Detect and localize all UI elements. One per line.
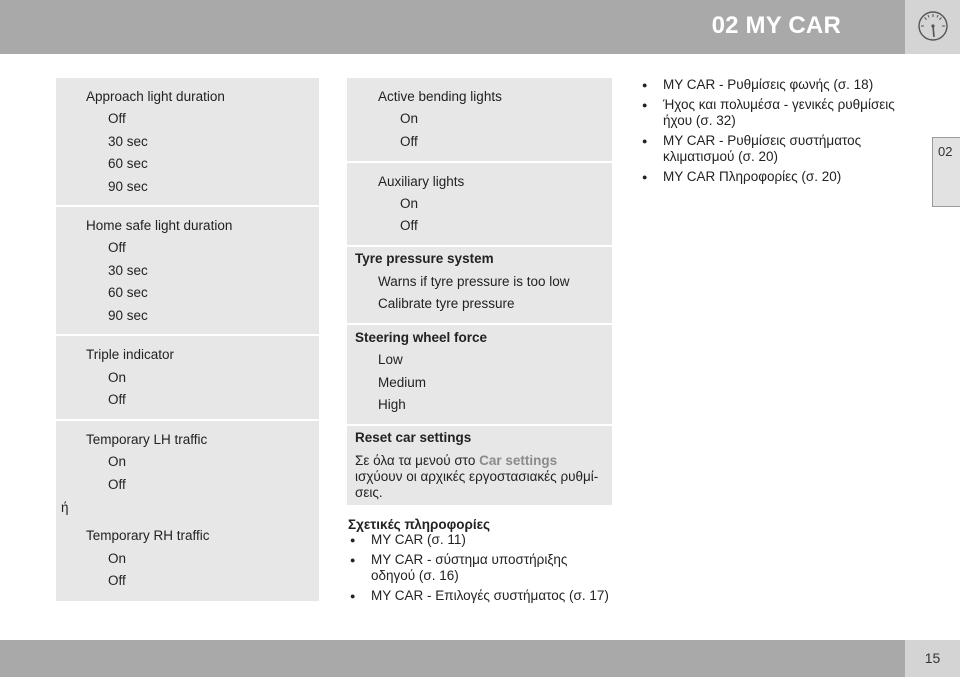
steering-option: High <box>378 397 406 412</box>
home-safe-option: Off <box>108 240 126 255</box>
page-number-box <box>905 640 960 677</box>
temp-lh-label: Temporary LH traffic <box>86 432 208 447</box>
related-link[interactable]: ● MY CAR - Επιλογές συστήματος (σ. 17) <box>347 588 615 604</box>
active-bending-option: On <box>400 111 419 126</box>
divider <box>56 205 319 207</box>
triple-indicator-label: Triple indicator <box>86 347 175 362</box>
related-link[interactable]: ● MY CAR - Ρυθμίσεις συστήματος κλιματισμού (σ. 20) <box>639 133 901 165</box>
side-tab-label: 02 <box>938 144 953 159</box>
auxiliary-option: On <box>400 196 419 211</box>
related-link[interactable]: ● MY CAR Πληροφορίες (σ. 20) <box>639 169 901 185</box>
divider <box>56 419 319 421</box>
page-number: 15 <box>924 650 941 666</box>
chapter-title: 02 MY CAR <box>711 12 841 39</box>
temp-lh-option: Off <box>108 477 126 492</box>
chapter-icon-box <box>905 0 960 54</box>
footer-bar <box>0 640 905 677</box>
steering-option: Medium <box>378 375 427 390</box>
related-info-title: Σχετικές πληροφορίες <box>348 517 491 532</box>
steering-force-title: Steering wheel force <box>355 330 488 345</box>
approach-option: 60 sec <box>108 156 148 171</box>
related-link[interactable]: ● MY CAR (σ. 11) <box>347 532 615 548</box>
temp-lh-option: On <box>108 454 127 469</box>
auxiliary-lights-label: Auxiliary lights <box>378 174 465 189</box>
divider <box>56 334 319 336</box>
column1-menu-panel <box>56 78 319 601</box>
home-safe-option: 30 sec <box>108 263 148 278</box>
or-label: ή <box>61 500 69 515</box>
divider <box>347 245 612 247</box>
reset-settings-title: Reset car settings <box>355 430 472 445</box>
reset-description <box>355 453 605 501</box>
home-safe-label: Home safe light duration <box>86 218 233 233</box>
triple-option: On <box>108 370 127 385</box>
related-link[interactable]: ● MY CAR - σύστημα υποστήριξης οδηγού (σ. 16) <box>347 552 615 584</box>
tyre-option: Warns if tyre pressure is too low <box>378 274 570 289</box>
tyre-pressure-title: Tyre pressure system <box>355 251 494 266</box>
header-bar <box>0 0 905 54</box>
approach-light-label: Approach light duration <box>86 89 225 104</box>
home-safe-option: 90 sec <box>108 308 148 323</box>
car-settings-highlight: Car settings <box>479 453 558 468</box>
divider <box>347 424 612 426</box>
related-link[interactable]: ● MY CAR - Ρυθμίσεις φωνής (σ. 18) <box>639 77 901 93</box>
speedometer-icon <box>917 10 949 42</box>
auxiliary-option: Off <box>400 218 418 233</box>
related-info-list <box>347 532 615 608</box>
triple-option: Off <box>108 392 126 407</box>
approach-option: 90 sec <box>108 179 148 194</box>
tyre-option: Calibrate tyre pressure <box>378 296 515 311</box>
temp-rh-option: Off <box>108 573 126 588</box>
divider <box>347 161 612 163</box>
reset-text: Σε όλα τα μενού στο <box>355 453 480 468</box>
active-bending-option: Off <box>400 134 418 149</box>
approach-option: Off <box>108 111 126 126</box>
chapter-side-tab[interactable] <box>932 137 960 207</box>
temp-rh-label: Temporary RH traffic <box>86 528 210 543</box>
temp-rh-option: On <box>108 551 127 566</box>
steering-option: Low <box>378 352 403 367</box>
related-link[interactable]: ● Ήχος και πολυμέσα - γενικές ρυθμίσεις ήχου (σ. 32) <box>639 97 901 129</box>
column3-link-list <box>639 77 901 189</box>
approach-option: 30 sec <box>108 134 148 149</box>
home-safe-option: 60 sec <box>108 285 148 300</box>
reset-text: ισχύουν οι αρχικές εργοστασιακές ρυθμί-σεις. <box>355 469 599 500</box>
divider <box>347 323 612 325</box>
active-bending-label: Active bending lights <box>378 89 502 104</box>
